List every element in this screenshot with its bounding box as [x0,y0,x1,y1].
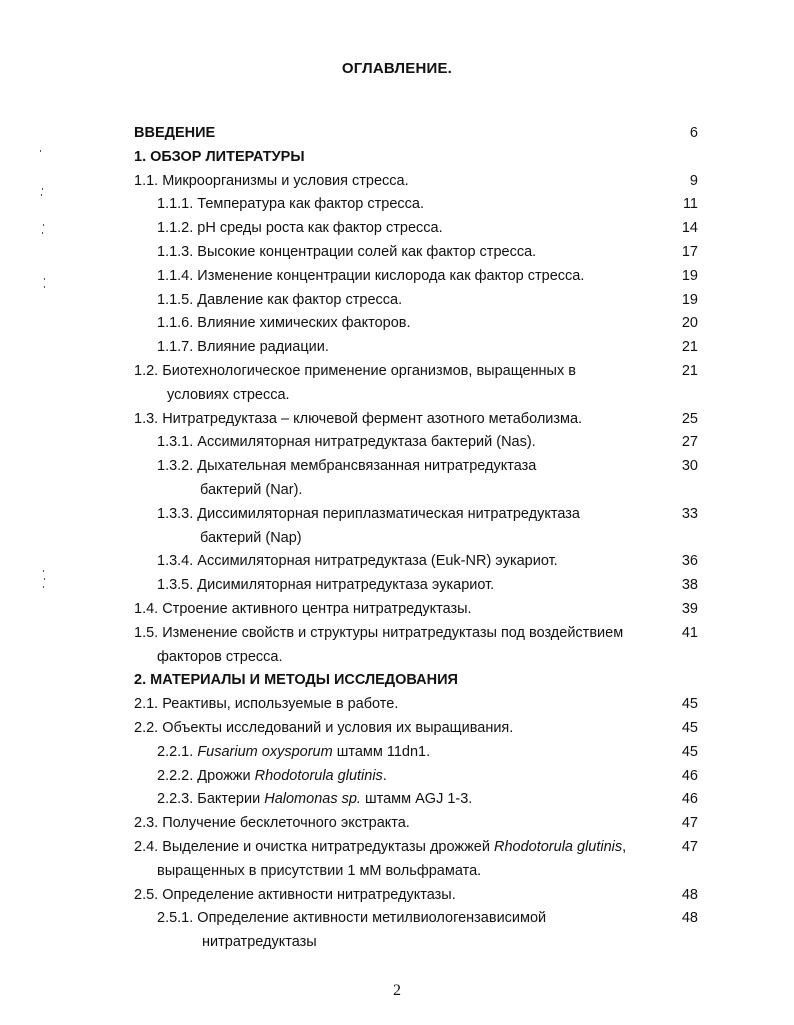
toc-entry-page: 47 [681,815,698,832]
toc-entry [0,409,794,433]
toc-entry-title: 2.2.3. Бактерии Halomonas sp. штамм AGJ 1-3. [157,791,473,808]
toc-entry-title: бактерий (Nar). [200,481,303,498]
toc-entry [0,242,794,266]
toc-entry-title: 2.1. Реактивы, используемые в работе. [134,696,399,713]
toc-entry-title: 2.2.1. Fusarium oxysporum штамм 11dn1. [157,743,431,760]
toc-entry [0,813,794,837]
toc-entry-title: условиях стресса. [167,386,290,403]
toc-entry-page: 36 [681,553,698,570]
toc-entry-title: 2.2.2. Дрожжи Rhodotorula glutinis. [157,767,387,784]
toc-entry-page: 33 [681,505,698,522]
toc-entry-page: 45 [681,696,698,713]
toc-entry-title: 1.1. Микроорганизмы и условия стресса. [134,172,409,189]
toc-entry-title: факторов стресса. [157,648,283,665]
toc-entry-page: 19 [681,291,698,308]
toc-entry-page: 9 [689,172,698,189]
toc-entry-page: 11 [682,196,698,213]
toc-entry-page: 47 [681,838,698,855]
toc-entry [0,528,794,552]
toc-entry [0,337,794,361]
toc-entry-page: 30 [681,458,698,475]
toc-entry-title: 1.3.4. Ассимиляторная нитратредуктаза (Euk-NR) эукариот. [157,553,558,570]
toc-entry [0,432,794,456]
species-name: Halomonas sp. [264,791,361,808]
toc-entry-title: 1.3. Нитратредуктаза – ключевой фермент азотного метаболизма. [134,410,583,427]
toc-entry [0,885,794,909]
toc-entry-page: 17 [681,243,698,260]
toc-entry-page: 25 [681,410,698,427]
toc-entry-page: 19 [681,267,698,284]
toc-entry [0,290,794,314]
toc-entry-page: 21 [681,362,698,379]
toc-entry [0,575,794,599]
toc-entry [0,647,794,671]
toc-entry-page: 41 [681,624,698,641]
toc-entry [0,456,794,480]
page-title: ОГЛАВЛЕНИЕ. [341,60,453,77]
toc-entry [0,837,794,861]
toc-entry-title: 2. МАТЕРИАЛЫ И МЕТОДЫ ИССЛЕДОВАНИЯ [134,672,458,689]
species-name: Fusarium oxysporum [197,743,333,760]
toc-entry-page: 46 [681,791,698,808]
toc-entry [0,171,794,195]
toc-entry-page: 45 [681,719,698,736]
toc-entry-title: 2.2. Объекты исследований и условия их выращивания. [134,719,514,736]
toc-entry-title: 1.2. Биотехнологическое применение организмов, выращенных в [134,362,576,379]
toc-entry [0,480,794,504]
toc-entry [0,385,794,409]
scan-artifacts [40,150,46,450]
toc-entry-title: 1.1.2. pH среды роста как фактор стресса. [157,220,443,237]
toc-entry [0,718,794,742]
toc-entry-page: 21 [681,339,698,356]
toc-entry-title: 1. ОБЗОР ЛИТЕРАТУРЫ [134,148,305,165]
toc-entry-page: 27 [681,434,698,451]
species-name: Rhodotorula glutinis [493,838,623,855]
toc-entry-title: 2.3. Получение бесклеточного экстракта. [134,815,410,832]
toc-entry-page: 39 [681,600,698,617]
toc-entry-title: 1.1.1. Температура как фактор стресса. [157,196,425,213]
toc-entry [0,623,794,647]
toc-entry-title: 1.3.2. Дыхательная мембрансвязанная нитратредуктаза [157,458,537,475]
toc-entry-title: 1.1.7. Влияние радиации. [157,339,329,356]
toc-entry-title: 1.3.3. Диссимиляторная периплазматическая нитратредуктаза [157,505,580,522]
toc-entry [0,218,794,242]
toc-entry-page: 20 [681,315,698,332]
toc-entry-title: 1.1.3. Высокие концентрации солей как фактор стресса. [157,243,537,260]
toc-entry-title: 1.3.5. Дисимиляторная нитратредуктаза эукариот. [157,577,495,594]
toc-entry-title: 1.5. Изменение свойств и структуры нитратредуктазы под воздействием [134,624,624,641]
toc-entry-page: 45 [681,743,698,760]
toc-entry-page: 46 [681,767,698,784]
toc-entry [0,361,794,385]
toc-entry-title: 2.5.1. Определение активности метилвиологензависимой [157,910,547,927]
toc-entry-page: 48 [681,886,698,903]
toc-entry [0,908,794,932]
toc-entry [0,266,794,290]
species-name: Rhodotorula glutinis [254,767,383,784]
toc-entry-title: 1.1.5. Давление как фактор стресса. [157,291,403,308]
toc-entry [0,599,794,623]
toc-entry-title: 1.4. Строение активного центра нитратредуктазы. [134,600,472,617]
toc-entry-page: 6 [689,125,698,141]
toc-entry [0,742,794,766]
toc-entry [0,147,794,171]
toc-entry-title: ВВЕДЕНИЕ [134,125,216,141]
toc-entry [0,932,794,956]
toc-entry-title: 2.5. Определение активности нитратредуктазы. [134,886,456,903]
toc-entry [0,551,794,575]
toc-entry [0,789,794,813]
toc-entry-page: 48 [681,910,698,927]
toc-entry-title: выращенных в присутствии 1 мМ вольфрамата. [157,862,482,879]
page-number: 2 [393,982,401,999]
toc-entry [0,861,794,885]
toc-entry-title: бактерий (Nap) [200,529,302,546]
toc-entry-title: 1.1.4. Изменение концентрации кислорода как фактор стресса. [157,267,585,284]
toc-entry [0,670,794,694]
toc-entry [0,766,794,790]
toc-entry [0,123,794,147]
toc-entry [0,194,794,218]
toc-entry [0,694,794,718]
toc-entry-page: 38 [681,577,698,594]
toc-entry-title: 1.3.1. Ассимиляторная нитратредуктаза бактерий (Nas). [157,434,536,451]
toc-entry-title: нитратредуктазы [202,934,317,951]
toc-entry [0,504,794,528]
toc-entry-title: 1.1.6. Влияние химических факторов. [157,315,411,332]
toc-entry [0,313,794,337]
toc-entry-page: 14 [681,220,698,237]
table-of-contents [0,123,794,956]
toc-entry-title: 2.4. Выделение и очистка нитратредуктазы дрожжей Rhodotorula glutinis, [134,838,627,855]
